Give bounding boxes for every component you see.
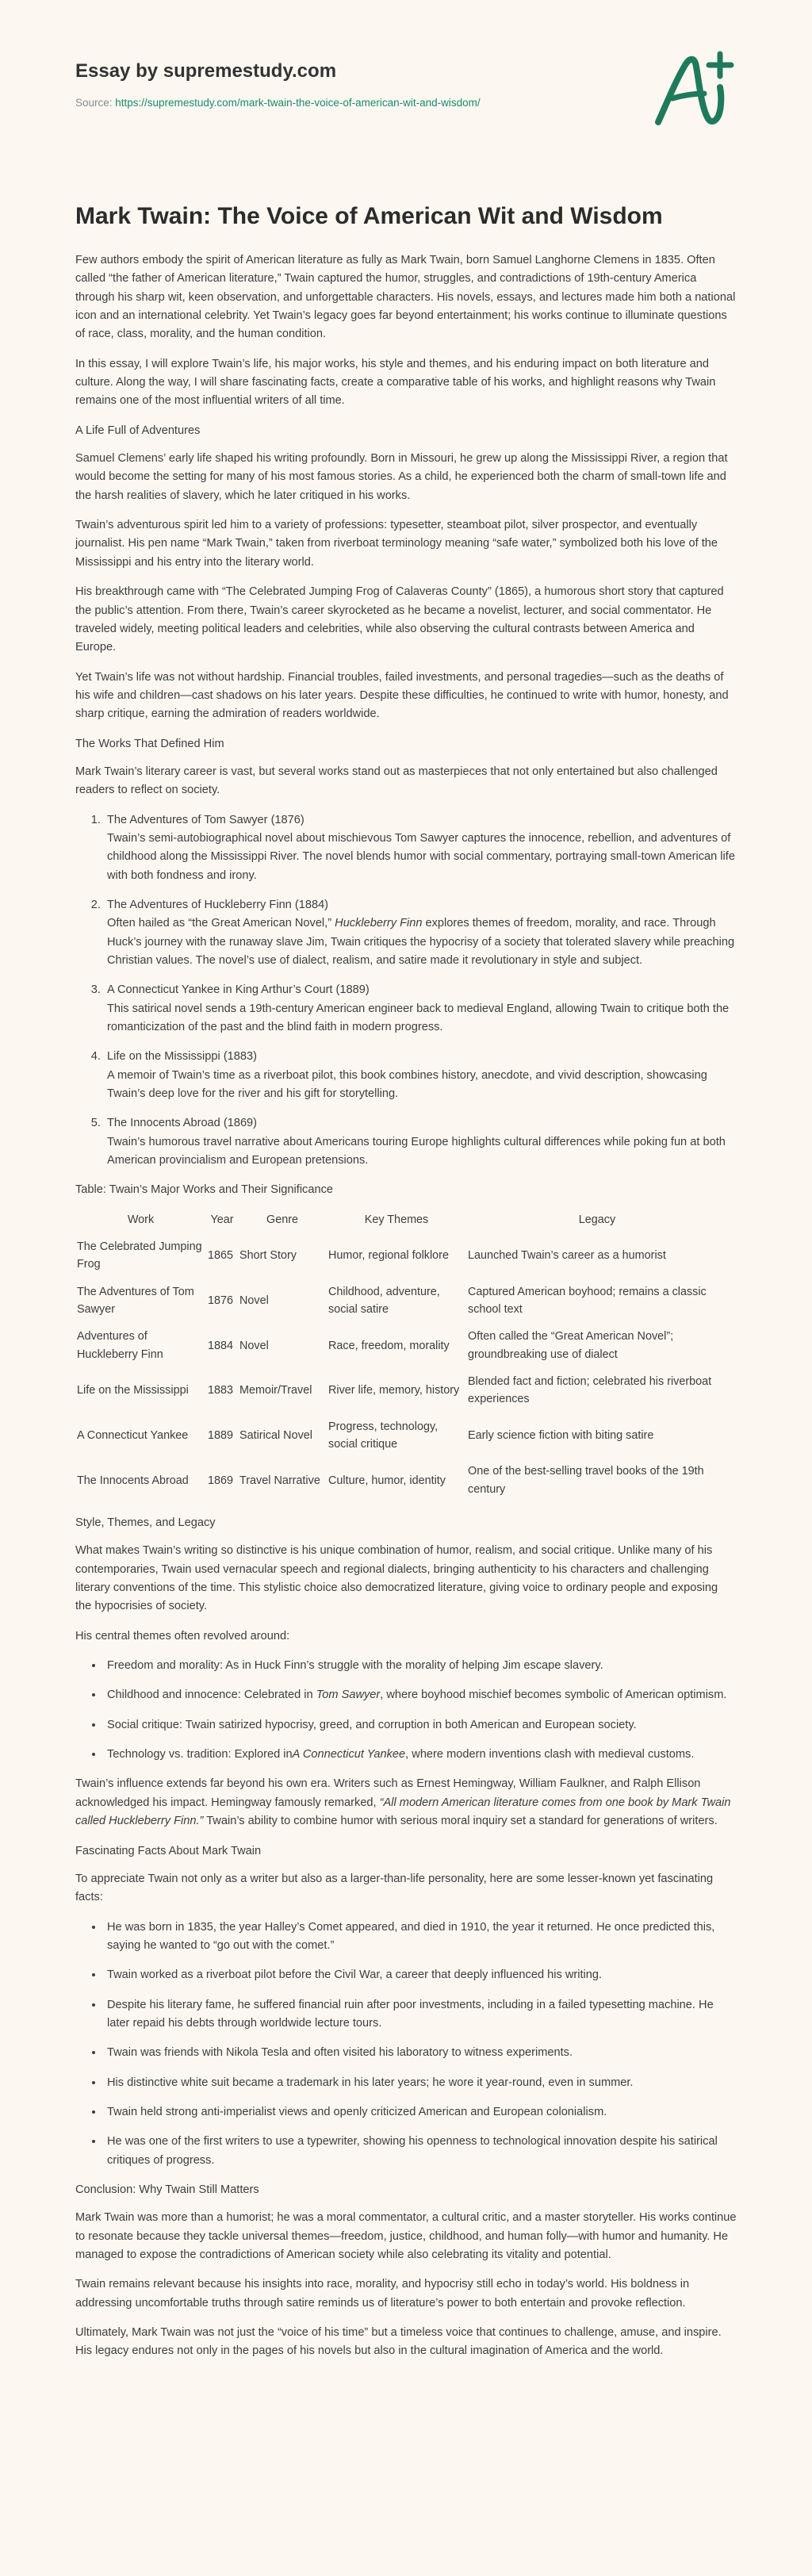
list-item	[104, 1686, 737, 1704]
table-cell: Culture, humor, identity	[328, 1474, 446, 1487]
table-cell: The Innocents Abroad	[77, 1474, 189, 1487]
list-item: • Twain was friends with Nikola Tesla and often visited his laboratory to witness experiments.	[104, 2044, 737, 2062]
section-heading-style: Style, Themes, and Legacy	[75, 1516, 216, 1530]
table-cell: Memoir/Travel	[239, 1384, 312, 1397]
theme-text: Childhood and innocence: Celebrated in	[107, 1689, 316, 1702]
list-item	[104, 1716, 737, 1735]
table-cell: The Celebrated Jumping Frog	[77, 1240, 202, 1271]
table-cell: Race, freedom, morality	[328, 1339, 450, 1352]
facts-intro: To appreciate Twain not only as a writer but also as a larger-than-life personality, here are some lesser-known yet fascinating facts:	[75, 1872, 714, 1904]
list-item	[104, 1657, 737, 1675]
a-plus-logo-icon	[652, 49, 737, 128]
list-item: • Twain held strong anti-imperialist views and openly criticized American and European colonialism.	[104, 2103, 737, 2122]
table-cell: Adventures of Huckleberry Finn	[77, 1330, 163, 1361]
work-title: 3. A Connecticut Yankee in King Arthur’s Court (1889)	[107, 983, 370, 997]
site-title: Essay by supremestudy.com	[75, 60, 337, 82]
table-cell: 1865	[208, 1249, 234, 1263]
conclusion-paragraph: Twain remains relevant because his insights into race, morality, and hypocrisy still echo in today’s world. His boldness in addressing uncomfortable truths through satire reminds us of literature’s power to both entertain and provoke reflection.	[75, 2278, 690, 2310]
section-heading-conclusion: Conclusion: Why Twain Still Matters	[75, 2183, 259, 2196]
work-description: Twain’s humorous travel narrative about Americans touring Europe highlights cultural differences while poking fun at both American provincialism and European pretensions.	[107, 1135, 726, 1167]
theme-text: , where modern inventions clash with medieval customs.	[405, 1748, 695, 1761]
table-cell: 1876	[208, 1294, 234, 1307]
theme-emphasis: A Connecticut Yankee	[292, 1748, 406, 1761]
conclusion-paragraph: Mark Twain was more than a humorist; he was a moral commentator, a cultural critic, and a master storyteller. His works continue to resonate because they tackle universal themes—freedom, justice, childhood, and human folly—with humor and humanity. He managed to expose the contradictions of American society while also celebrating its vitality and potential.	[75, 2211, 737, 2262]
works-table	[75, 1208, 728, 1503]
theme-text: Freedom and morality: As in Huck Finn’s struggle with the morality of helping Jim escape slavery.	[107, 1659, 603, 1673]
list-item	[104, 811, 737, 885]
source-link[interactable]: https://supremestudy.com/mark-twain-the-voice-of-american-wit-and-wisdom/	[115, 97, 481, 109]
theme-emphasis: Tom Sawyer	[316, 1689, 381, 1702]
table-cell: 1883	[208, 1384, 234, 1397]
column-header: Genre	[266, 1213, 298, 1226]
table-row	[75, 1278, 728, 1324]
intro-paragraph: Few authors embody the spirit of American literature as fully as Mark Twain, born Samuel Langhorne Clemens in 1835. Often called “the father of American literature,” Twain captured the humor, struggles, and contradictions of 19th-century America through his sharp wit, keen observation, and unforgettable characters. His novels, essays, and lectures made him both a national icon and an international celebrity. Yet Twain’s legacy goes far beyond entertainment; his works continue to illuminate questions of race, class, morality, and the human condition.	[75, 254, 736, 341]
influence-paragraph	[75, 1775, 737, 1830]
table-cell: Life on the Mississippi	[77, 1384, 189, 1397]
table-cell: One of the best-selling travel books of the 19th century	[468, 1465, 704, 1496]
list-item: • Twain worked as a riverboat pilot before the Civil War, a career that deeply influenced his writing.	[104, 1966, 737, 1984]
facts-list	[75, 1919, 737, 2170]
column-header: Year	[210, 1213, 234, 1226]
conclusion-paragraph: Ultimately, Mark Twain was not just the “voice of his time” but a timeless voice that continues to challenge, amuse, and inspire. His legacy endures not only in the pages of his novels but also in the cultural imagination of America and the world.	[75, 2326, 722, 2358]
table-cell: Short Story	[239, 1249, 297, 1263]
life-paragraph: Twain’s adventurous spirit led him to a variety of professions: typesetter, steamboat pilot, silver prospector, and eventually journalist. His pen name “Mark Twain,” taken from riverboat terminology meaning “safe water,” symbolized both his love of the Mississippi and his entry into the literary world.	[75, 519, 718, 569]
table-header-row	[75, 1208, 728, 1233]
work-description: Twain’s semi-autobiographical novel about mischievous Tom Sawyer captures the innocence, rebellion, and adventures of childhood along the Mississippi River. The novel blends humor with social commentary, portraying small-town American life with both fondness and irony.	[107, 831, 735, 882]
list-item: • He was born in 1835, the year Halley’s Comet appeared, and died in 1910, the year it returned. He once predicted this, saying he wanted to “go out with the comet.”	[104, 1919, 737, 1956]
work-description	[107, 917, 734, 967]
table-cell: Often called the “Great American Novel”; groundbreaking use of dialect	[468, 1330, 674, 1361]
table-cell: River life, memory, history	[328, 1384, 460, 1397]
list-item: • His distinctive white suit became a trademark in his later years; he wore it year-round, even in summer.	[104, 2074, 737, 2092]
source-label: Source:	[75, 97, 116, 109]
site-header	[0, 0, 812, 171]
table-cell: Progress, technology, social critique	[328, 1420, 439, 1451]
theme-text: Technology vs. tradition: Explored in	[107, 1748, 293, 1761]
table-cell: Humor, regional folklore	[328, 1249, 449, 1263]
table-row	[75, 1458, 728, 1503]
table-cell: Early science fiction with biting satire	[468, 1428, 654, 1442]
table-cell: 1884	[208, 1339, 234, 1352]
table-row	[75, 1233, 728, 1278]
work-description-text: Often hailed as “the Great American Novel,”	[107, 917, 335, 930]
table-cell: Novel	[239, 1294, 269, 1307]
table-cell: Captured American boyhood; remains a classic school text	[468, 1285, 707, 1317]
intro-paragraph: In this essay, I will explore Twain’s life, his major works, his style and themes, and his enduring impact on both literature and culture. Along the way, I will share fascinating facts, create a comparative table of his works, and highlight reasons why Twain remains one of the most influential writers of all time.	[75, 357, 716, 408]
list-item	[104, 1746, 737, 1764]
table-cell: The Adventures of Tom Sawyer	[77, 1285, 194, 1317]
work-title: 4. Life on the Mississippi (1883)	[107, 1050, 257, 1064]
work-description: This satirical novel sends a 19th-century American engineer back to medieval England, allowing Twain to critique both the romanticization of the past and the blind faith in modern progress.	[107, 1002, 730, 1034]
table-caption: Table: Twain’s Major Works and Their Significance	[75, 1183, 334, 1197]
works-intro: Mark Twain’s literary career is vast, but several works stand out as masterpieces that not only entertained but also challenged readers to reflect on society.	[75, 765, 718, 797]
themes-intro: His central themes often revolved around:	[75, 1629, 290, 1643]
section-heading-works: The Works That Defined Him	[75, 737, 224, 750]
life-paragraph: His breakthrough came with “The Celebrated Jumping Frog of Calaveras County” (1865), a humorous short story that captured the public’s attention. From there, Twain’s career skyrocketed as he became a novelist, lecturer, and social commentator. He traveled widely, meeting political leaders and celebrities, while also observing the cultural contrasts between America and Europe.	[75, 585, 724, 654]
work-description: A memoir of Twain’s time as a riverboat pilot, this book combines history, anecdote, and vivid description, showcasing Twain’s deep love for the river and his gift for storytelling.	[107, 1068, 707, 1101]
essay-article	[75, 171, 737, 2372]
essay-title: Mark Twain: The Voice of American Wit and Wisdom	[75, 203, 663, 229]
influence-text: Twain’s ability to combine humor with serious moral inquiry set a standard for generations of writers.	[203, 1815, 718, 1828]
table-row	[75, 1368, 728, 1413]
work-title: 5. The Innocents Abroad (1869)	[107, 1117, 258, 1130]
work-title: 2. The Adventures of Huckleberry Finn (1884)	[107, 898, 329, 911]
work-description-text: explores themes of freedom, morality, and race. Through Huck’s journey with the runaway slave Jim, Twain critiques the hypocrisy of a society that tolerated slavery while preaching Christian values. The novel’s use of dialect, realism, and satire made it revolutionary in style and subject.	[107, 917, 735, 967]
theme-text: , where boyhood mischief becomes symbolic of American optimism.	[380, 1689, 727, 1702]
table-cell: Satirical Novel	[239, 1428, 312, 1442]
table-cell: Travel Narrative	[239, 1474, 320, 1487]
themes-list	[75, 1657, 737, 1764]
table-cell: A Connecticut Yankee	[77, 1428, 189, 1442]
list-item	[104, 981, 737, 1037]
table-row	[75, 1323, 728, 1368]
influence-text: Twain’s influence extends far beyond his own era. Writers such as Ernest Hemingway, William Faulkner, and Ralph Ellison acknowledged his impact. Hemingway famously remarked,	[75, 1777, 701, 1809]
list-item	[104, 1114, 737, 1170]
life-paragraph: Samuel Clemens’ early life shaped his writing profoundly. Born in Missouri, he grew up along the Mississippi River, a region that would become the setting for many of his most famous stories. As a child, he experienced both the charm of small-town life and the harsh realities of slavery, which he later critiqued in his works.	[75, 452, 728, 502]
table-cell: 1869	[208, 1474, 234, 1487]
source-line	[75, 97, 481, 109]
table-cell: Blended fact and fiction; celebrated his riverboat experiences	[468, 1375, 712, 1406]
work-description-emphasis: Huckleberry Finn	[335, 917, 423, 930]
life-paragraph: Yet Twain’s life was not without hardship. Financial troubles, failed investments, and personal tragedies—such as the deaths of his wife and children—cast shadows on his later years. Despite these difficulties, he continued to write with humor, honesty, and sharp critique, earning the admiration of readers worldwide.	[75, 670, 729, 721]
column-header: Work	[127, 1213, 155, 1226]
table-cell: 1889	[208, 1428, 234, 1442]
theme-text: Social critique: Twain satirized hypocrisy, greed, and corruption in both American and European society.	[107, 1718, 637, 1731]
list-item	[104, 1048, 737, 1103]
section-heading-life: A Life Full of Adventures	[75, 424, 201, 437]
column-header: Legacy	[578, 1213, 616, 1226]
table-cell: Launched Twain’s career as a humorist	[468, 1249, 666, 1263]
style-paragraph: What makes Twain’s writing so distinctive is his unique combination of humor, realism, and social critique. Unlike many of his contemporaries, Twain used vernacular speech and regional dialects, bringing authenticity to his characters and challenging literary conventions of the time. This stylistic choice also democratized literature, giving voice to ordinary people and exposing the hypocrisies of society.	[75, 1544, 718, 1613]
list-item: • He was one of the first writers to use a typewriter, showing his openness to technological innovation despite his satirical critiques of progress.	[104, 2133, 737, 2170]
section-heading-facts: Fascinating Facts About Mark Twain	[75, 1844, 262, 1857]
table-cell: Novel	[239, 1339, 269, 1352]
column-header: Key Themes	[364, 1213, 429, 1226]
work-title: 1. The Adventures of Tom Sawyer (1876)	[107, 813, 304, 826]
works-list	[75, 811, 737, 1171]
list-item: • Despite his literary fame, he suffered financial ruin after poor investments, including in a failed typesetting machine. He later repaid his debts through worldwide lecture tours.	[104, 1996, 737, 2034]
table-row	[75, 1413, 728, 1459]
list-item	[104, 896, 737, 970]
table-cell: Childhood, adventure, social satire	[328, 1285, 440, 1317]
hemingway-quote: “All modern American literature comes from one book by Mark Twain called Huckleberry Finn.”	[75, 1796, 731, 1828]
